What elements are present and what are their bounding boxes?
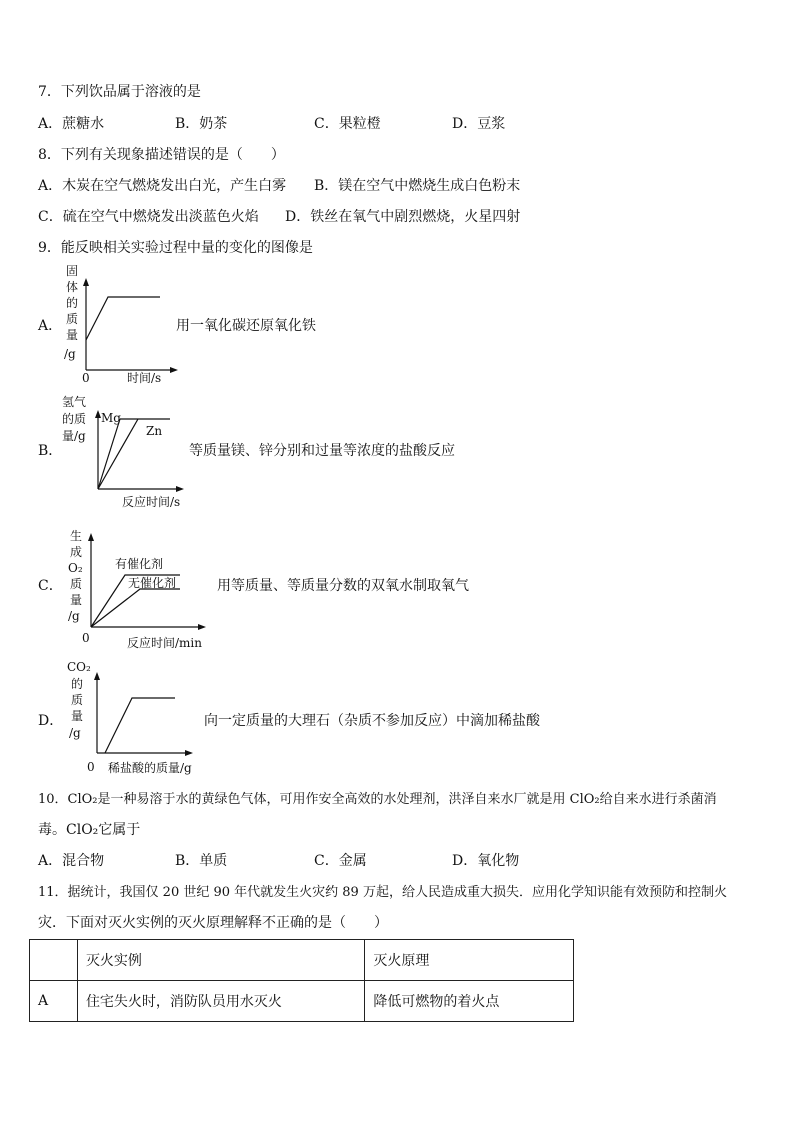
- q9a-origin: 0: [82, 371, 90, 385]
- q9c-xlabel: 反应时间/min: [127, 636, 202, 650]
- q9c-catalyst-label: 有催化剂: [115, 557, 164, 571]
- q9c-x-arrow: [198, 624, 206, 630]
- q9b-zn-line: [98, 419, 138, 489]
- q7-option-a: A．蔗糖水: [38, 116, 105, 132]
- q9c-ylabel-5: 量: [70, 593, 83, 607]
- table-cell: A: [30, 981, 78, 1022]
- q9d-ylabel-5: /g: [69, 726, 81, 740]
- q8-stem: 8．下列有关现象描述错误的是（ ）: [38, 147, 285, 163]
- q9c-ylabel-2: 成: [70, 545, 83, 559]
- q11-table: [29, 939, 574, 1022]
- q9a-y-arrow: [83, 278, 89, 286]
- q9c-y-arrow: [88, 533, 94, 541]
- q9c-label: C．: [38, 578, 63, 594]
- table-cell: 降低可燃物的着火点: [365, 981, 574, 1022]
- q9b-ylabel-1: 氢气: [62, 395, 87, 409]
- q9b-description: 等质量镁、锌分别和过量等浓度的盐酸反应: [189, 443, 455, 459]
- q11-stem-line1: 11．据统计，我国仅 20 世纪 90 年代就发生火灾约 89 万起，给人民造成重大损失．应用化学知识能有效预防和控制火: [38, 885, 727, 900]
- q9c-ylabel-4: 质: [70, 577, 83, 591]
- q9a-xlabel: 时间/s: [127, 371, 162, 385]
- q9d-ylabel-2: 的: [71, 677, 84, 691]
- q9c-origin: 0: [82, 631, 90, 645]
- q9b-ylabel-2: 的质: [62, 412, 87, 426]
- q9a-ylabel-3: 的: [66, 296, 79, 310]
- q9d-label: D．: [38, 713, 64, 729]
- q8-option-b: B．镁在空气中燃烧生成白色粉末: [314, 178, 521, 194]
- q9d-x-arrow: [185, 750, 193, 756]
- q9c-ylabel-6: /g: [68, 609, 80, 623]
- q9a-ylabel-4: 质: [66, 312, 79, 326]
- q7-stem: 7．下列饮品属于溶液的是: [38, 84, 201, 100]
- q9a-label: A．: [38, 318, 63, 334]
- q9-stem: 9．能反映相关实验过程中量的变化的图像是: [38, 240, 313, 256]
- q7-option-b: B．奶茶: [175, 116, 228, 132]
- q9b-xlabel: 反应时间/s: [122, 495, 181, 509]
- q9a-ylabel-6: /g: [64, 347, 76, 361]
- q9d-xlabel: 稀盐酸的质量/g: [108, 761, 192, 775]
- table-header-row: [30, 940, 574, 981]
- q9c-no-catalyst-line: [91, 589, 180, 627]
- q10-option-d: D．氧化物: [452, 853, 520, 869]
- q9d-description: 向一定质量的大理石（杂质不参加反应）中滴加稀盐酸: [204, 713, 540, 729]
- q9d-origin: 0: [87, 760, 95, 774]
- q8-option-a: A．木炭在空气燃烧发出白光，产生白雾: [38, 178, 287, 194]
- q9d-ylabel-4: 量: [71, 709, 84, 723]
- table-header-cell: [30, 940, 78, 981]
- q10-option-c: C．金属: [314, 853, 367, 869]
- q9d-graph: [60, 658, 210, 780]
- q7-option-c: C．果粒橙: [314, 116, 381, 132]
- q9a-ylabel-1: 固: [66, 264, 79, 278]
- q9b-ylabel-3: 量/g: [62, 429, 86, 443]
- q10-option-a: A．混合物: [38, 853, 105, 869]
- q9b-zn-label: Zn: [146, 424, 163, 438]
- table-header-cell: 灭火原理: [365, 940, 574, 981]
- q9a-ylabel-5: 量: [66, 328, 79, 342]
- q9a-description: 用一氧化碳还原氧化铁: [176, 318, 316, 334]
- q9c-description: 用等质量、等质量分数的双氧水制取氧气: [217, 578, 469, 594]
- q9b-graph: [60, 394, 200, 514]
- q9d-curve: [105, 698, 175, 753]
- q9a-ylabel-2: 体: [66, 280, 79, 294]
- q9b-x-arrow: [176, 486, 184, 492]
- q9a-x-arrow: [170, 367, 178, 373]
- q10-stem-line1: 10．ClO₂是一种易溶于水的黄绿色气体，可用作安全高效的水处理剂，洪泽自来水厂就是用 ClO₂给自来水进行杀菌消: [38, 792, 717, 807]
- q9d-ylabel-3: 质: [71, 693, 84, 707]
- q9a-graph: [55, 262, 195, 392]
- q11-stem-line2: 灾．下面对灭火实例的灭火原理解释不正确的是（ ）: [38, 915, 388, 931]
- q9c-no-catalyst-label: 无催化剂: [128, 576, 177, 590]
- table-row: [30, 981, 574, 1022]
- q9b-mg-label: Mg: [101, 411, 121, 425]
- q9c-graph: [60, 527, 220, 655]
- q9a-curve: [86, 297, 160, 340]
- q9d-ylabel-1: CO₂: [67, 660, 91, 674]
- q8-option-d: D．铁丝在氧气中剧烈燃烧，火星四射: [285, 209, 521, 225]
- q9b-label: B．: [38, 443, 63, 459]
- q8-option-c: C．硫在空气中燃烧发出淡蓝色火焰: [38, 209, 259, 225]
- q10-option-b: B．单质: [175, 853, 228, 869]
- q7-option-d: D．豆浆: [452, 116, 506, 132]
- q9b-mg-line: [98, 419, 120, 489]
- table-header-cell: 灭火实例: [77, 940, 364, 981]
- table-cell: 住宅失火时，消防队员用水灭火: [77, 981, 364, 1022]
- q9c-ylabel-3: O₂: [68, 561, 83, 575]
- q10-stem-line2: 毒。ClO₂它属于: [38, 822, 141, 838]
- q9d-y-arrow: [94, 672, 100, 680]
- q9c-ylabel-1: 生: [70, 529, 83, 543]
